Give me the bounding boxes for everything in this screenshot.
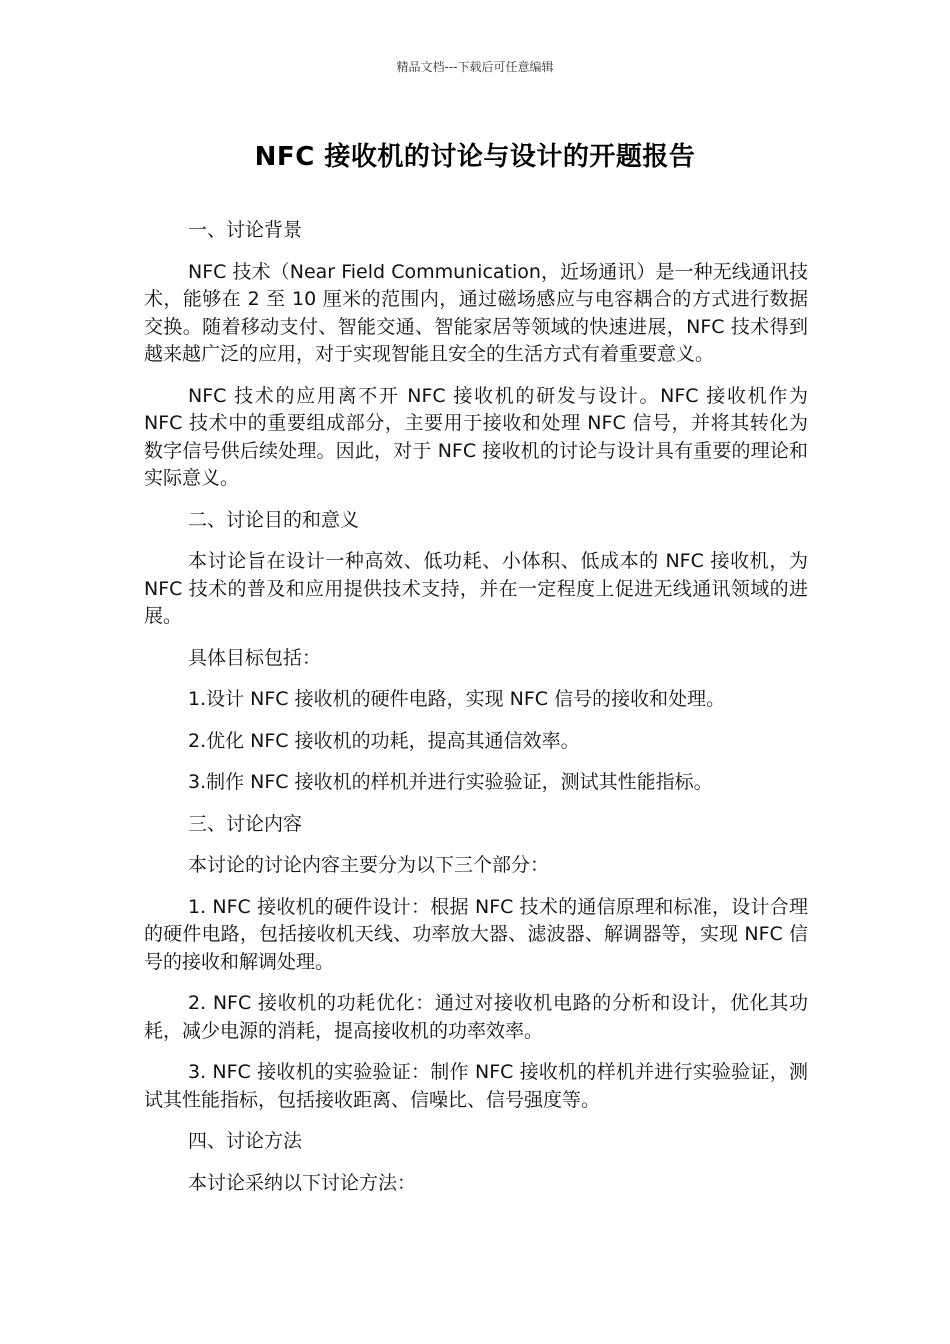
list-item: 1.设计 NFC 接收机的硬件电路，实现 NFC 信号的接收和处理。 xyxy=(188,688,726,710)
header-note: 精品文档---下载后可任意编辑 xyxy=(396,60,554,74)
paragraph: 本讨论旨在设计一种高效、低功耗、小体积、低成本的 NFC 接收机，为 NFC 技术的普及和应用提供技术支持，并在一定程度上促进无线通讯领域的进展。 xyxy=(144,550,808,627)
list-item: 1. NFC 接收机的硬件设计：根据 NFC 技术的通信原理和标准，设计合理的硬件电路，包括接收机天线、功率放大器、滤波器、解调器等，实现 NFC 信号的接收和解调处理。 xyxy=(144,895,808,973)
paragraph: NFC 技术的应用离不开 NFC 接收机的研发与设计。NFC 接收机作为 NFC 技术中的重要组成部分，主要用于接收和处理 NFC 信号，并将其转化为数字信号供后续处理。因此，对于 NFC 接收机的讨论与设计具有重要的理论和实际意义。 xyxy=(144,384,808,489)
paragraph: 本讨论采纳以下讨论方法： xyxy=(188,1171,417,1194)
paragraph: NFC 技术（Near Field Communication，近场通讯）是一种无线通讯技术，能够在 2 至 10 厘米的范围内，通过磁场感应与电容耦合的方式进行数据交换。随着移动支付、智能交通、智能家居等领域的快速进展，NFC 技术得到越来越广泛的应用，对于实现智能且安全的生活方式有着重要意义。 xyxy=(144,260,808,365)
list-item: 2. NFC 接收机的功耗优化：通过对接收机电路的分析和设计，优化其功耗，减少电源的消耗，提高接收机的功率效率。 xyxy=(144,992,808,1042)
list-item: 3.制作 NFC 接收机的样机并进行实验验证，测试其性能指标。 xyxy=(188,771,713,793)
list-item: 3. NFC 接收机的实验验证：制作 NFC 接收机的样机并进行实验验证，测试其性能指标，包括接收距离、信噪比、信号强度等。 xyxy=(144,1061,808,1111)
section-heading-content: 三、讨论内容 xyxy=(188,812,303,835)
list-item: 2.优化 NFC 接收机的功耗，提高其通信效率。 xyxy=(188,729,580,752)
paragraph: 本讨论的讨论内容主要分为以下三个部分： xyxy=(188,854,550,876)
section-heading-purpose: 二、讨论目的和意义 xyxy=(188,508,360,531)
document-title: NFC 接收机的讨论与设计的开题报告 xyxy=(254,142,696,172)
document-body xyxy=(144,217,808,1211)
section-heading-method: 四、讨论方法 xyxy=(188,1130,303,1152)
section-heading-background: 一、讨论背景 xyxy=(188,219,303,241)
paragraph: 具体目标包括： xyxy=(188,646,322,669)
